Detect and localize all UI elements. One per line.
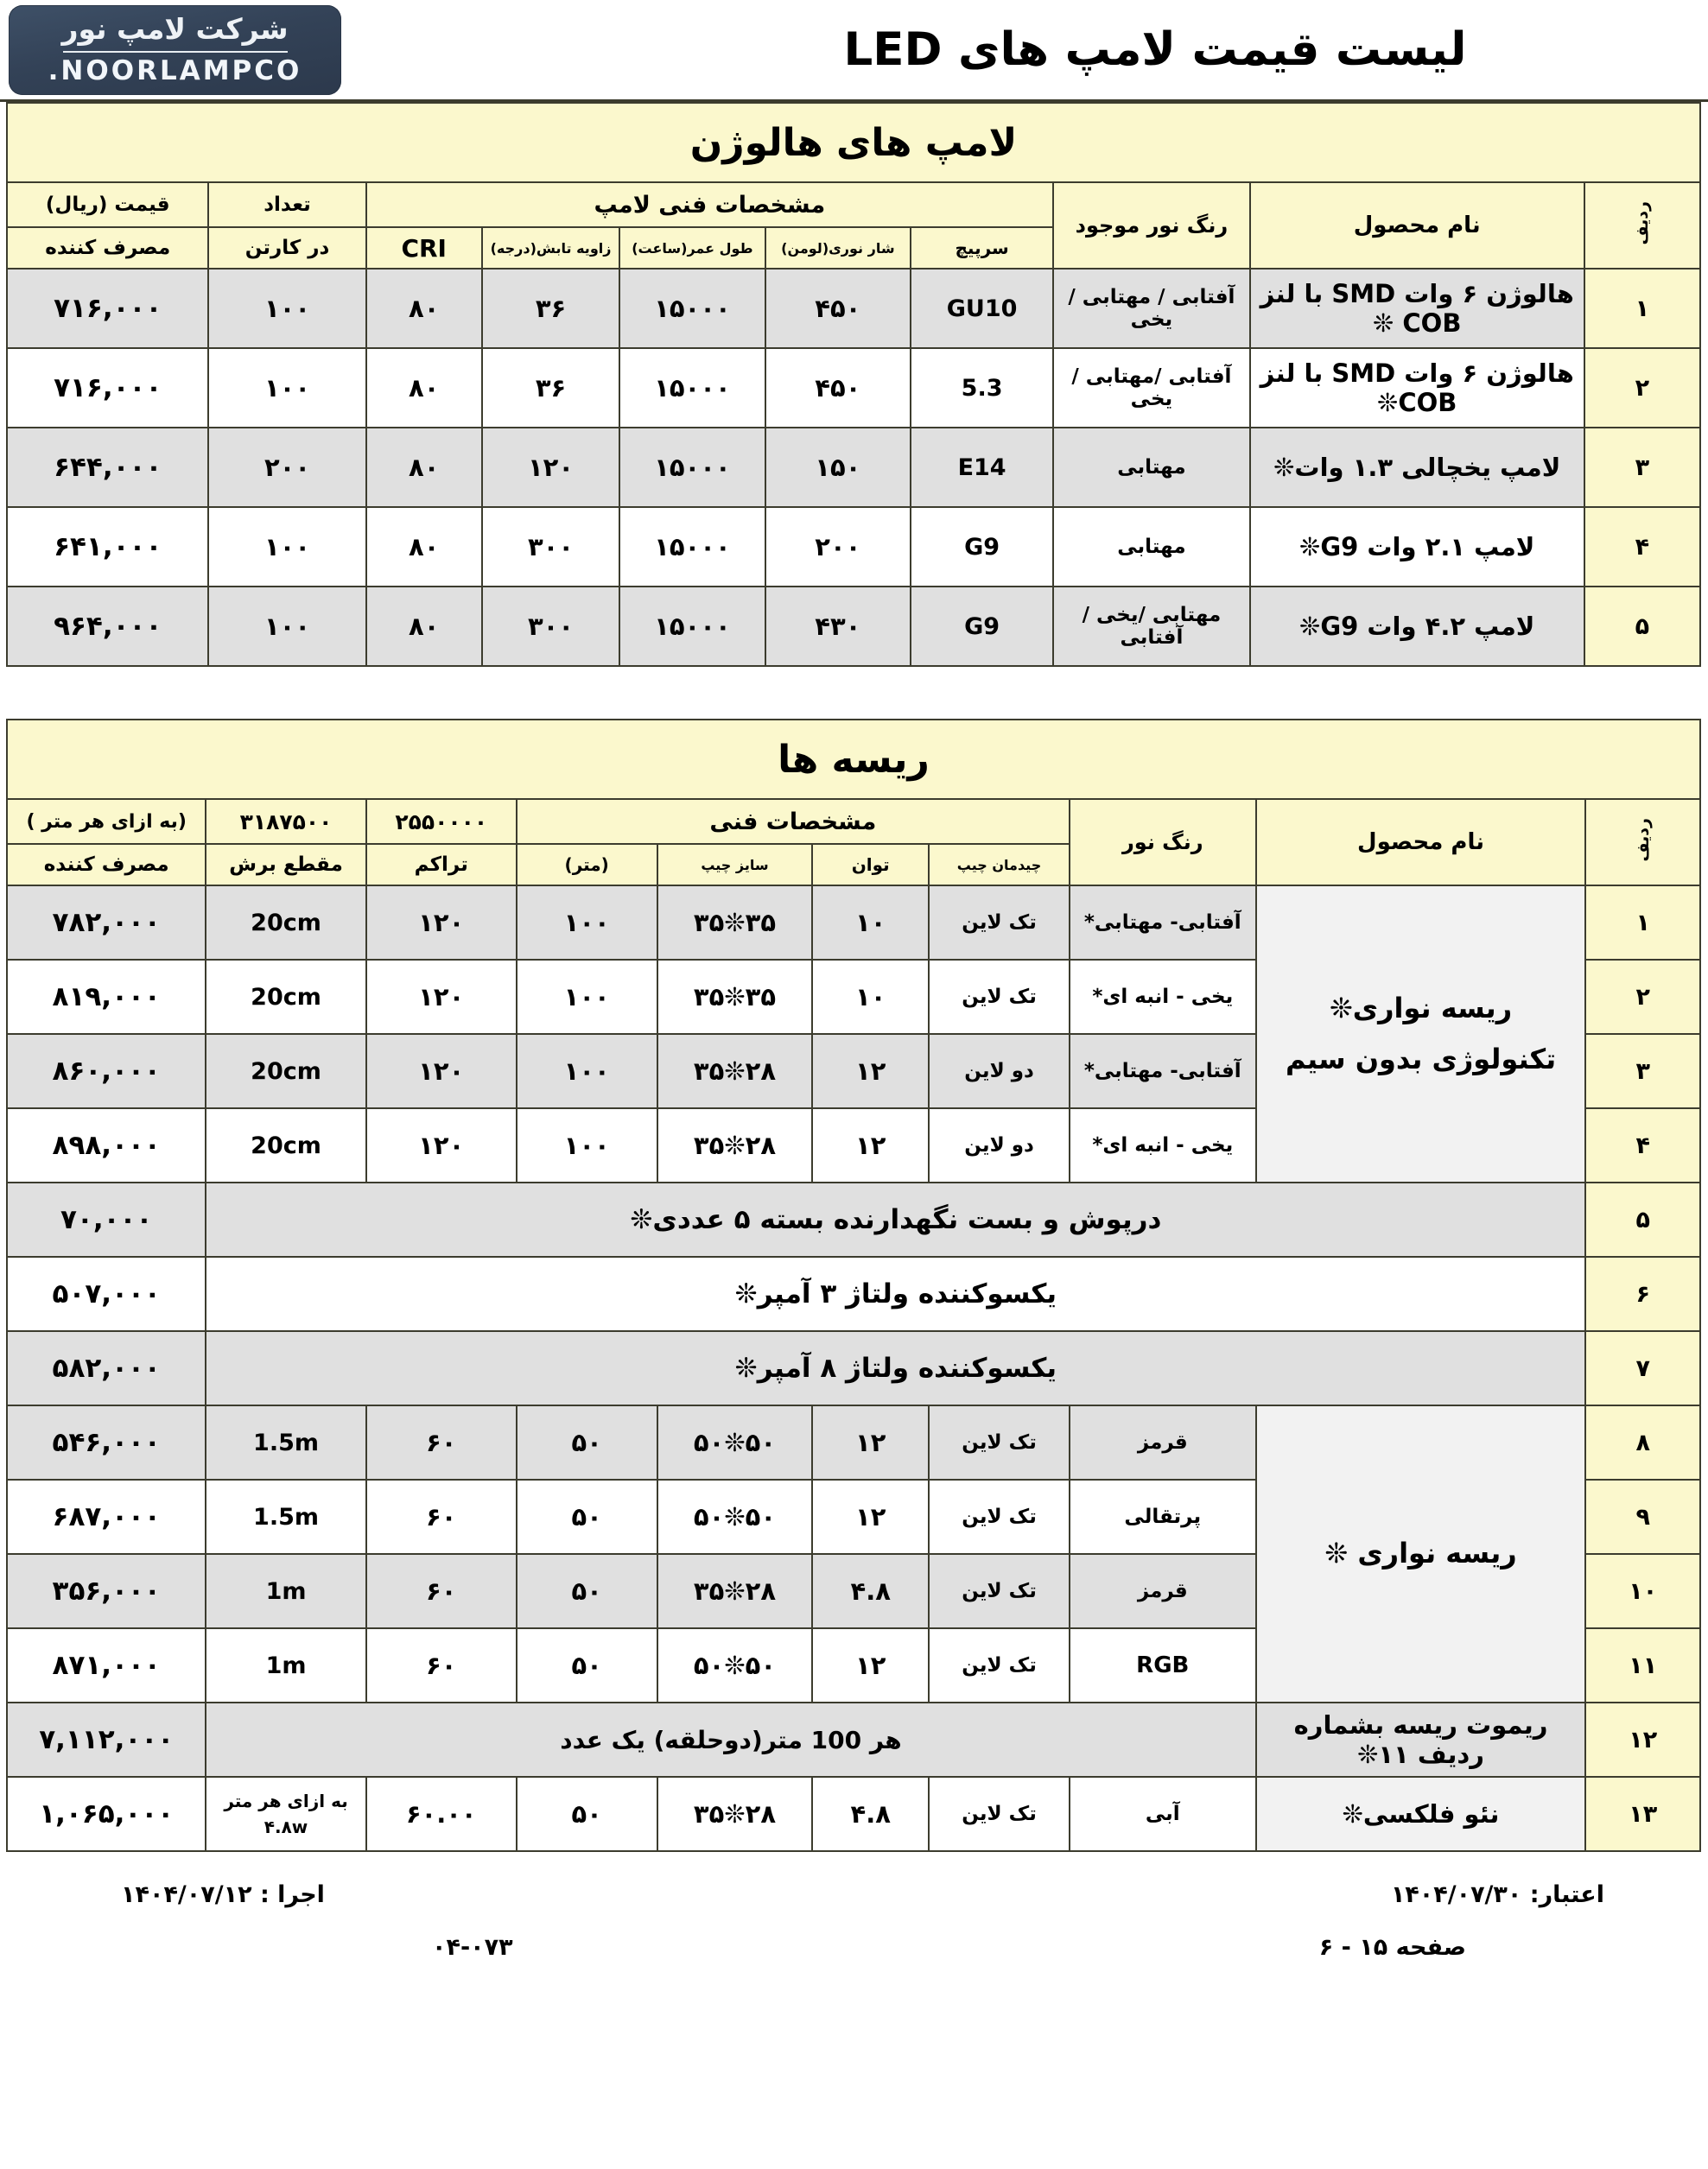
- luminous-flux: ۴۳۰: [765, 587, 911, 666]
- consumer-price: ۸۱۹,۰۰۰: [7, 960, 206, 1034]
- cut-section-line1: به ازای هر متر: [224, 1791, 348, 1811]
- table-row: [7, 428, 1700, 507]
- chip-size: ۲۸❊۳۵: [657, 1554, 813, 1628]
- beam-angle: ۳۶: [482, 269, 619, 348]
- product-group-wireless-strip: [1256, 885, 1586, 1183]
- strip-lights-table: [6, 719, 1701, 1852]
- cut-section: 1m: [206, 1554, 365, 1628]
- remote-note: هر 100 متر(دوحلقه) یک عدد: [206, 1703, 1255, 1777]
- document-header: [0, 0, 1708, 102]
- accessory-name: یکسوکننده ولتاژ ۸ آمپر❊: [206, 1331, 1585, 1405]
- table1-header-product: نام محصول: [1250, 182, 1584, 269]
- table1-header-rowno: ردیف: [1584, 182, 1700, 269]
- table2-header-rowno: ردیف: [1585, 799, 1700, 885]
- lifetime-hours: ۱۵۰۰۰: [619, 428, 765, 507]
- light-color: آفتابی- مهتابی*: [1070, 1034, 1256, 1108]
- per-carton-count: ۱۰۰: [208, 269, 365, 348]
- chip-layout: تک لاین: [929, 1554, 1070, 1628]
- length-meter: ۱۰۰: [517, 1034, 657, 1108]
- length-meter: ۱۰۰: [517, 960, 657, 1034]
- consumer-price: ۷۸۲,۰۰۰: [7, 885, 206, 960]
- chip-size: ۲۸❊۳۵: [657, 1108, 813, 1183]
- table-row: [7, 1183, 1700, 1257]
- table-row: [7, 1703, 1700, 1777]
- table1-header-socket: سرپیچ: [911, 227, 1053, 269]
- cri-value: ۸۰: [366, 428, 482, 507]
- cri-value: ۸۰: [366, 348, 482, 428]
- beam-angle: ۳۰۰: [482, 507, 619, 587]
- chip-size: ۵۰❊۵۰: [657, 1405, 813, 1480]
- consumer-price: ۷۱۶,۰۰۰: [7, 269, 208, 348]
- row-number: ۱۱: [1585, 1628, 1700, 1703]
- beam-angle: ۱۲۰: [482, 428, 619, 507]
- table-row: [7, 587, 1700, 666]
- table1-header-lumen: شار نوری(لومن): [765, 227, 911, 269]
- light-color: آفتابی- مهتابی*: [1070, 885, 1256, 960]
- consumer-price: ۷۱۶,۰۰۰: [7, 348, 208, 428]
- table1-band-title: لامپ های هالوژن: [7, 103, 1700, 182]
- density-value: ۶۰: [366, 1554, 517, 1628]
- page-title: لیست قیمت لامپ های LED: [843, 23, 1467, 76]
- power-watt: ۱۲: [812, 1405, 929, 1480]
- cut-section: 1m: [206, 1628, 365, 1703]
- chip-layout: تک لاین: [929, 1480, 1070, 1554]
- light-color: یخی - انبه ای*: [1070, 1108, 1256, 1183]
- row-number: ۱: [1584, 269, 1700, 348]
- product-name: لامپ یخچالی ۱.۳ وات❊: [1250, 428, 1584, 507]
- table1-header-consumer: مصرف کننده: [7, 227, 208, 269]
- chip-size: ۲۸❊۳۵: [657, 1777, 813, 1851]
- consumer-price: ۱,۰۶۵,۰۰۰: [7, 1777, 206, 1851]
- table2-header-specs-group: مشخصات فنی: [517, 799, 1070, 844]
- lifetime-hours: ۱۵۰۰۰: [619, 269, 765, 348]
- consumer-price: ۶۴۱,۰۰۰: [7, 507, 208, 587]
- row-number: ۱: [1585, 885, 1700, 960]
- table-row: [7, 348, 1700, 428]
- product-group-strip: ریسه نواری ❊: [1256, 1405, 1586, 1703]
- luminous-flux: ۴۵۰: [765, 348, 911, 428]
- table2-header-cut-section: مقطع برش: [206, 844, 365, 885]
- row-number: ۲: [1585, 960, 1700, 1034]
- table2-header-length-meter: (متر): [517, 844, 657, 885]
- accessory-name: درپوش و بست نگهدارنده بسته ۵ عددی❊: [206, 1183, 1585, 1257]
- density-value: ۱۲۰: [366, 885, 517, 960]
- light-color: مهتابی: [1053, 428, 1250, 507]
- cut-section: 1.5m: [206, 1405, 365, 1480]
- density-value: ۱۲۰: [366, 1034, 517, 1108]
- beam-angle: ۳۰۰: [482, 587, 619, 666]
- footer-codes-line: [121, 1934, 1604, 1961]
- consumer-price: ۶۸۷,۰۰۰: [7, 1480, 206, 1554]
- logo-divider: [63, 51, 288, 53]
- consumer-price: ۷۰,۰۰۰: [7, 1183, 206, 1257]
- beam-angle: ۳۶: [482, 348, 619, 428]
- product-name: هالوژن ۶ وات SMD با لنز COB❊: [1250, 348, 1584, 428]
- table1-header-beam-angle: زاویه تابش(درجه): [482, 227, 619, 269]
- product-group-line1: ریسه نواری❊: [1329, 991, 1513, 1024]
- light-color: RGB: [1070, 1628, 1256, 1703]
- light-color: آبی: [1070, 1777, 1256, 1851]
- company-logo-persian-text: شرکت لامپ نور: [61, 12, 289, 46]
- per-carton-count: ۱۰۰: [208, 587, 365, 666]
- light-color: آفتابی / مهتابی /یخی: [1053, 269, 1250, 348]
- light-color: قرمز: [1070, 1405, 1256, 1480]
- light-color: آفتابی /مهتابی /یخی: [1053, 348, 1250, 428]
- product-name: هالوژن ۶ وات SMD با لنز COB ❊: [1250, 269, 1584, 348]
- company-logo: [9, 5, 341, 95]
- light-color: قرمز: [1070, 1554, 1256, 1628]
- density-value: ۱۲۰: [366, 960, 517, 1034]
- validity-date: اعتبار: ۱۴۰۴/۰۷/۳۰: [1390, 1881, 1604, 1908]
- table1-header-specs-group: مشخصات فنی لامپ: [366, 182, 1054, 227]
- lifetime-hours: ۱۵۰۰۰: [619, 348, 765, 428]
- consumer-price: ۸۷۱,۰۰۰: [7, 1628, 206, 1703]
- row-number: ۴: [1584, 507, 1700, 587]
- chip-layout: تک لاین: [929, 1405, 1070, 1480]
- consumer-price: ۷,۱۱۲,۰۰۰: [7, 1703, 206, 1777]
- row-number: ۳: [1584, 428, 1700, 507]
- table2-header-product: نام محصول: [1256, 799, 1586, 885]
- consumer-price: ۶۴۴,۰۰۰: [7, 428, 208, 507]
- table2-header-light-color: رنگ نور: [1070, 799, 1256, 885]
- chip-size: ۲۸❊۳۵: [657, 1034, 813, 1108]
- per-carton-count: ۲۰۰: [208, 428, 365, 507]
- table2-header-value-2550000: ۲۵۵۰۰۰۰: [366, 799, 517, 844]
- socket-type: GU10: [911, 269, 1053, 348]
- row-number: ۴: [1585, 1108, 1700, 1183]
- effective-date: اجرا : ۱۴۰۴/۰۷/۱۲: [121, 1881, 325, 1908]
- table2-header-per-meter: (به ازای هر متر ): [7, 799, 206, 844]
- length-meter: ۵۰: [517, 1480, 657, 1554]
- row-number: ۷: [1585, 1331, 1700, 1405]
- document-code: ۰۴-۰۷۳: [432, 1934, 513, 1961]
- chip-size: ۳۵❊۳۵: [657, 960, 813, 1034]
- row-number: ۲: [1584, 348, 1700, 428]
- power-watt: ۱۲: [812, 1108, 929, 1183]
- row-number: ۳: [1585, 1034, 1700, 1108]
- consumer-price: ۵۸۲,۰۰۰: [7, 1331, 206, 1405]
- table-spacer: [0, 667, 1708, 719]
- power-watt: ۴.۸: [812, 1554, 929, 1628]
- table-row: [7, 507, 1700, 587]
- density-value: ۶۰.۰۰: [366, 1777, 517, 1851]
- light-color: پرتقالی: [1070, 1480, 1256, 1554]
- consumer-price: ۵۴۶,۰۰۰: [7, 1405, 206, 1480]
- density-value: ۱۲۰: [366, 1108, 517, 1183]
- density-value: ۶۰: [366, 1480, 517, 1554]
- luminous-flux: ۴۵۰: [765, 269, 911, 348]
- cut-section: [206, 1777, 365, 1851]
- product-name: لامپ ۲.۱ وات G9❊: [1250, 507, 1584, 587]
- page-number: صفحه ۱۵ - ۶: [1318, 1934, 1466, 1961]
- chip-layout: تک لاین: [929, 960, 1070, 1034]
- chip-size: ۵۰❊۵۰: [657, 1628, 813, 1703]
- table1-header-count-group: تعداد: [208, 182, 365, 227]
- luminous-flux: ۱۵۰: [765, 428, 911, 507]
- cri-value: ۸۰: [366, 587, 482, 666]
- density-value: ۶۰: [366, 1405, 517, 1480]
- table1-header-lifetime: طول عمر(ساعت): [619, 227, 765, 269]
- cri-value: ۸۰: [366, 269, 482, 348]
- power-watt: ۱۲: [812, 1480, 929, 1554]
- chip-layout: دو لاین: [929, 1108, 1070, 1183]
- accessory-name: یکسوکننده ولتاژ ۳ آمپر❊: [206, 1257, 1585, 1331]
- power-watt: ۴.۸: [812, 1777, 929, 1851]
- chip-layout: دو لاین: [929, 1034, 1070, 1108]
- cut-section: 20cm: [206, 1034, 365, 1108]
- table2-band-row: [7, 720, 1700, 799]
- consumer-price: ۵۰۷,۰۰۰: [7, 1257, 206, 1331]
- length-meter: ۱۰۰: [517, 885, 657, 960]
- light-color: مهتابی /یخی /آفتابی: [1053, 587, 1250, 666]
- product-name: لامپ ۴.۲ وات G9❊: [1250, 587, 1584, 666]
- socket-type: E14: [911, 428, 1053, 507]
- table-row: [7, 1777, 1700, 1851]
- product-name: ریموت ریسه بشماره ردیف ۱۱❊: [1256, 1703, 1586, 1777]
- document-footer: [0, 1881, 1708, 1961]
- cut-section: 1.5m: [206, 1480, 365, 1554]
- power-watt: ۱۰: [812, 885, 929, 960]
- table2-header-power: توان: [812, 844, 929, 885]
- light-color: یخی - انبه ای*: [1070, 960, 1256, 1034]
- per-carton-count: ۱۰۰: [208, 507, 365, 587]
- lifetime-hours: ۱۵۰۰۰: [619, 507, 765, 587]
- length-meter: ۵۰: [517, 1405, 657, 1480]
- chip-layout: تک لاین: [929, 1628, 1070, 1703]
- table2-band-title: ریسه ها: [7, 720, 1700, 799]
- per-carton-count: ۱۰۰: [208, 348, 365, 428]
- cut-section: 20cm: [206, 1108, 365, 1183]
- row-number: ۵: [1584, 587, 1700, 666]
- luminous-flux: ۲۰۰: [765, 507, 911, 587]
- table1-header-cri: CRI: [366, 227, 482, 269]
- cri-value: ۸۰: [366, 507, 482, 587]
- cut-section: 20cm: [206, 960, 365, 1034]
- lifetime-hours: ۱۵۰۰۰: [619, 587, 765, 666]
- row-number: ۱۲: [1585, 1703, 1700, 1777]
- socket-type: G9: [911, 587, 1053, 666]
- row-number: ۶: [1585, 1257, 1700, 1331]
- table2-header-chip-layout: چیدمان چیپ: [929, 844, 1070, 885]
- row-number: ۵: [1585, 1183, 1700, 1257]
- chip-layout: تک لاین: [929, 1777, 1070, 1851]
- table-row: [7, 269, 1700, 348]
- cut-section-line2: ۴.۸w: [264, 1817, 308, 1837]
- halogen-lamps-table: [6, 102, 1701, 667]
- table2-header-consumer: مصرف کننده: [7, 844, 206, 885]
- light-color: مهتابی: [1053, 507, 1250, 587]
- chip-size: ۳۵❊۳۵: [657, 885, 813, 960]
- power-watt: ۱۲: [812, 1628, 929, 1703]
- table1-header-price-group: قیمت (ریال): [7, 182, 208, 227]
- power-watt: ۱۰: [812, 960, 929, 1034]
- row-number: ۹: [1585, 1480, 1700, 1554]
- table1-header-row-top: [7, 182, 1700, 227]
- consumer-price: ۸۶۰,۰۰۰: [7, 1034, 206, 1108]
- product-name: نئو فلکسی❊: [1256, 1777, 1586, 1851]
- table2-header-value-3187500: ۳۱۸۷۵۰۰: [206, 799, 365, 844]
- footer-dates-line: [121, 1881, 1604, 1908]
- table1-header-light-color: رنگ نور موجود: [1053, 182, 1250, 269]
- length-meter: ۱۰۰: [517, 1108, 657, 1183]
- row-number: ۱۰: [1585, 1554, 1700, 1628]
- consumer-price: ۳۵۶,۰۰۰: [7, 1554, 206, 1628]
- socket-type: G9: [911, 507, 1053, 587]
- table-row: [7, 1331, 1700, 1405]
- table-row: [7, 1257, 1700, 1331]
- table1-header-per-carton: در کارتن: [208, 227, 365, 269]
- length-meter: ۵۰: [517, 1554, 657, 1628]
- chip-layout: تک لاین: [929, 885, 1070, 960]
- table2-header-density: تراکم: [366, 844, 517, 885]
- table-row: [7, 1405, 1700, 1480]
- table1-band-row: [7, 103, 1700, 182]
- company-logo-english-text: NOORLAMPCO.: [48, 55, 302, 86]
- length-meter: ۵۰: [517, 1777, 657, 1851]
- table2-header-row-top: [7, 799, 1700, 844]
- row-number: ۸: [1585, 1405, 1700, 1480]
- consumer-price: ۹۶۴,۰۰۰: [7, 587, 208, 666]
- length-meter: ۵۰: [517, 1628, 657, 1703]
- table2-header-chip-size: سایز چیپ: [657, 844, 813, 885]
- table-row: [7, 885, 1700, 960]
- power-watt: ۱۲: [812, 1034, 929, 1108]
- row-number: ۱۳: [1585, 1777, 1700, 1851]
- consumer-price: ۸۹۸,۰۰۰: [7, 1108, 206, 1183]
- product-group-line2: تکنولوژی بدون سیم: [1285, 1043, 1557, 1075]
- socket-type: 5.3: [911, 348, 1053, 428]
- chip-size: ۵۰❊۵۰: [657, 1480, 813, 1554]
- cut-section: 20cm: [206, 885, 365, 960]
- density-value: ۶۰: [366, 1628, 517, 1703]
